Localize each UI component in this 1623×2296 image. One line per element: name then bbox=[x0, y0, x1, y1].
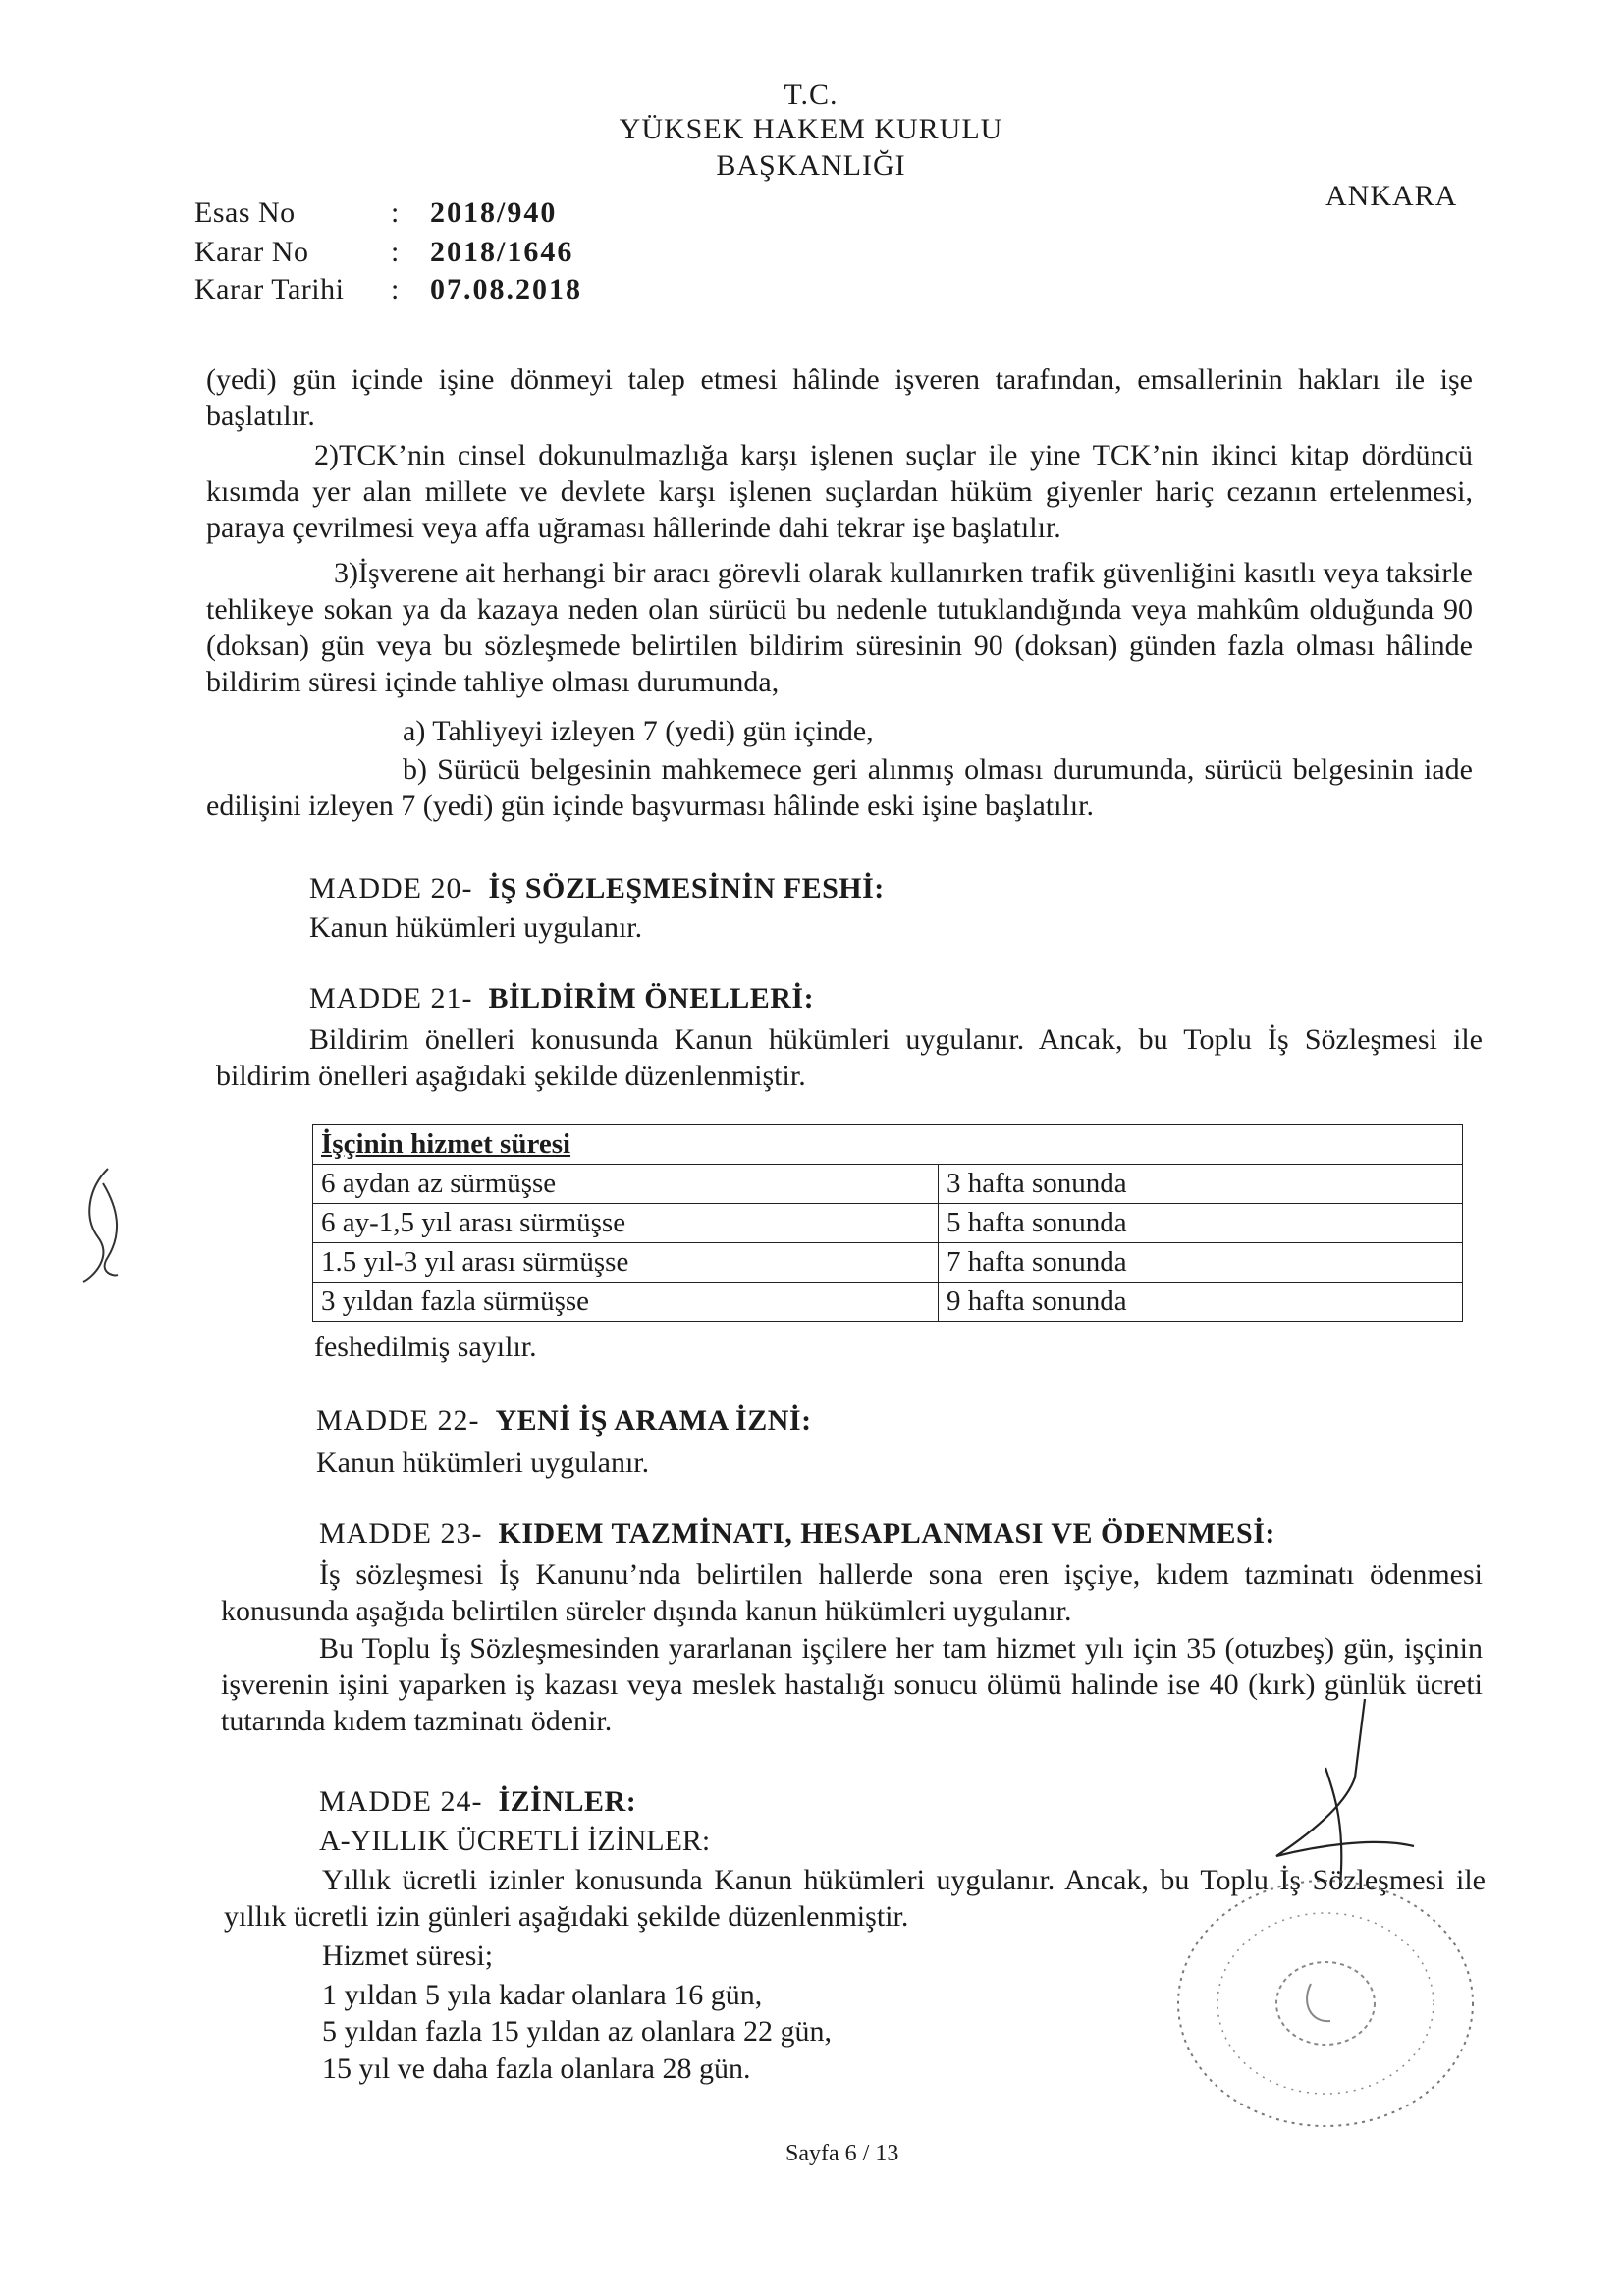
table-header-row bbox=[313, 1125, 1463, 1165]
table-cell-notice: 7 hafta sonunda bbox=[939, 1243, 1463, 1283]
meta-karar-tarihi bbox=[194, 273, 582, 306]
meta-sep: : bbox=[391, 236, 400, 268]
table-row bbox=[313, 1283, 1463, 1322]
article-tag: MADDE 20- bbox=[309, 872, 473, 904]
table-cell-notice: 5 hafta sonunda bbox=[939, 1204, 1463, 1243]
official-seal-stamp bbox=[1163, 1866, 1488, 2141]
page-number: Sayfa 6 / 13 bbox=[785, 2141, 899, 2166]
meta-value: 07.08.2018 bbox=[430, 273, 582, 305]
article-title: İZİNLER: bbox=[498, 1785, 637, 1818]
article-title: BİLDİRİM ÖNELLERİ: bbox=[488, 982, 815, 1014]
article-tag: MADDE 23- bbox=[319, 1517, 483, 1550]
table-row bbox=[313, 1243, 1463, 1283]
article-24-list-intro: Hizmet süresi; bbox=[322, 1940, 494, 1972]
article-23-paragraph-2: Bu Toplu İş Sözleşmesinden yararlanan işçilere her tam hizmet yılı için 35 (otuzbeş) gün, işçinin işverenin işini yaparken iş kazası veya meslek hastalığı sonucu ölümü halinde ise 40 (kırk) günlük ücreti tutarında kıdem tazminatı ödenir. bbox=[221, 1632, 1483, 1737]
article-23-paragraph-1: İş sözleşmesi İş Kanunu’nda belirtilen hallerde sona eren işçiye, kıdem tazminatı ödenmesi konusunda aşağıda belirtilen süreler dışında kanun hükümleri uygulanır. bbox=[221, 1558, 1483, 1627]
article-24-paragraph: Yıllık ücretli izinler konusunda Kanun hükümleri uygulanır. Ancak, bu Toplu İş Sözleşmesi ile yıllık ücretli izin günleri aşağıdaki şekilde düzenlenmiştir. bbox=[224, 1864, 1486, 1933]
article-20-text: Kanun hükümleri uygulanır. bbox=[309, 911, 643, 944]
table-cell-period: 1.5 yıl-3 yıl arası sürmüşse bbox=[313, 1243, 939, 1283]
article-24-list-item: 1 yıldan 5 yıla kadar olanlara 16 gün, bbox=[322, 1979, 763, 2011]
table-cell-notice: 3 hafta sonunda bbox=[939, 1165, 1463, 1204]
meta-label: Karar No bbox=[194, 236, 309, 268]
table-cell-period: 3 yıldan fazla sürmüşse bbox=[313, 1283, 939, 1322]
article-22-heading bbox=[316, 1404, 812, 1438]
article-24-list-item: 5 yıldan fazla 15 yıldan az olanlara 22 gün, bbox=[322, 2015, 832, 2048]
header-institution: YÜKSEK HAKEM KURULU bbox=[619, 113, 1003, 145]
article-21-text: Bildirim önelleri konusunda Kanun hükümleri uygulanır. Ancak, bu Toplu İş Sözleşmesi ile bildirim önelleri aşağıdaki şekilde düzenlenmiştir. bbox=[216, 1023, 1483, 1092]
header-city: ANKARA bbox=[1325, 180, 1458, 212]
paragraph-2: 2)TCK’nin cinsel dokunulmazlığa karşı işlenen suçlar ile yine TCK’nin ikinci kitap dördüncü kısımda yer alan millete ve devlete karşı işlenen suçlardan hüküm giyenler hariç cezanın ertelenmesi, paraya çevrilmesi veya affa uğraması hâllerinde dahi tekrar işe başlatılır. bbox=[206, 439, 1473, 544]
article-tag: MADDE 22- bbox=[316, 1404, 480, 1437]
article-20-heading bbox=[309, 872, 885, 905]
article-21-heading bbox=[309, 982, 814, 1015]
paragraph-3a: a) Tahliyeyi izleyen 7 (yedi) gün içinde, bbox=[403, 715, 874, 747]
article-24-list-item: 15 yıl ve daha fazla olanlara 28 gün. bbox=[322, 2052, 751, 2085]
header-presidency: BAŞKANLIĞI bbox=[716, 149, 906, 182]
table-row bbox=[313, 1165, 1463, 1204]
article-tag: MADDE 21- bbox=[309, 982, 473, 1014]
margin-initial-signature bbox=[69, 1159, 137, 1286]
table-header-cell: İşçinin hizmet süresi bbox=[313, 1125, 1463, 1165]
article-title: İŞ SÖZLEŞMESİNİN FESHİ: bbox=[488, 872, 885, 904]
meta-sep: : bbox=[391, 196, 400, 229]
meta-value: 2018/940 bbox=[430, 196, 558, 229]
article-24-subheading: A-YILLIK ÜCRETLİ İZİNLER: bbox=[319, 1825, 711, 1857]
paragraph-continuation: (yedi) gün içinde işine dönmeyi talep etmesi hâlinde işveren tarafından, emsallerinin hakları ile işe başlatılır. bbox=[206, 363, 1473, 432]
table-row bbox=[313, 1204, 1463, 1243]
article-24-heading bbox=[319, 1785, 636, 1819]
meta-value: 2018/1646 bbox=[430, 236, 574, 268]
meta-sep: : bbox=[391, 273, 400, 305]
meta-esas bbox=[194, 196, 557, 230]
notice-period-table bbox=[312, 1124, 1463, 1322]
table-cell-period: 6 ay-1,5 yıl arası sürmüşse bbox=[313, 1204, 939, 1243]
paragraph-3b: b) Sürücü belgesinin mahkemece geri alınmış olması durumunda, sürücü belgesinin iade edilişini izleyen 7 (yedi) gün içinde başvurması hâlinde eski işine başlatılır. bbox=[206, 753, 1473, 822]
meta-label: Esas No bbox=[194, 196, 296, 229]
article-tag: MADDE 24- bbox=[319, 1785, 483, 1818]
article-22-text: Kanun hükümleri uygulanır. bbox=[316, 1447, 650, 1479]
article-23-heading bbox=[319, 1517, 1275, 1551]
meta-karar bbox=[194, 236, 573, 269]
article-title: YENİ İŞ ARAMA İZNİ: bbox=[495, 1404, 812, 1437]
table-cell-notice: 9 hafta sonunda bbox=[939, 1283, 1463, 1322]
header-tc: T.C. bbox=[784, 79, 839, 111]
table-cell-period: 6 aydan az sürmüşse bbox=[313, 1165, 939, 1204]
article-title: KIDEM TAZMİNATI, HESAPLANMASI VE ÖDENMESİ: bbox=[498, 1517, 1275, 1550]
table-after-text: feshedilmiş sayılır. bbox=[314, 1331, 537, 1363]
paragraph-3: 3)İşverene ait herhangi bir aracı görevli olarak kullanırken trafik güvenliğini kasıtlı veya taksirle tehlikeye sokan ya da kazaya neden olan sürücü bu nedenle tutuklandığında veya mahkûm olduğunda 90 (doksan) gün veya bu sözleşmede belirtilen bildirim süresinin 90 (doksan) günden fazla olması hâlinde bildirim süresi içinde tahliye olması durumunda, bbox=[206, 557, 1473, 698]
meta-label: Karar Tarihi bbox=[194, 273, 345, 305]
